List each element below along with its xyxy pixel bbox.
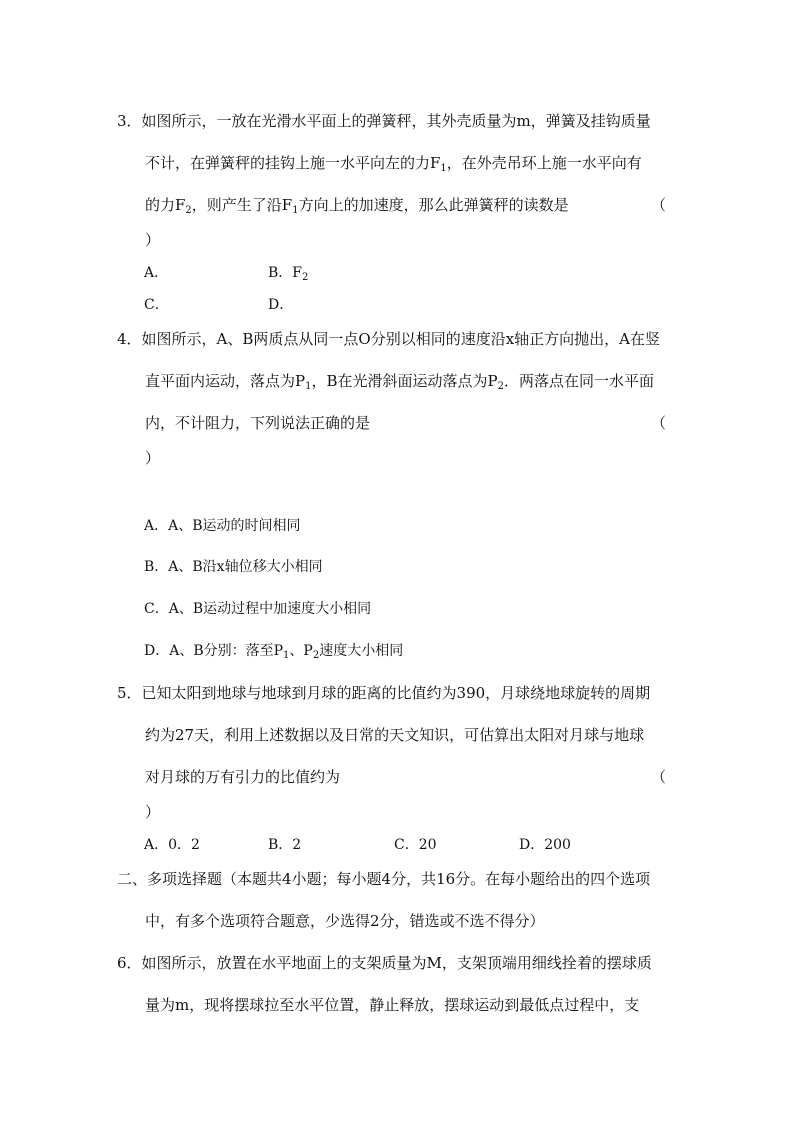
q3-option-c: C． — [144, 297, 169, 313]
q6-line-2: 量为m，现将摆球拉至水平位置，静止释放，摆球运动到最低点过程中，支 — [145, 996, 640, 1014]
q4-option-b: B．A、B沿x轴位移大小相同 — [144, 559, 323, 575]
section-2-heading-line-1: 二、多项选择题（本题共4小题；每小题4分，共16分。在每小题给出的四个选项 — [117, 870, 651, 888]
q3-line-1: 3．如图所示，一放在光滑水平面上的弹簧秤，其外壳质量为m，弹簧及挂钩质量 — [117, 112, 651, 130]
q4-answer-paren-open: （ — [651, 414, 667, 432]
q4-line-2: 直平面内运动，落点为$P_1$，B在光滑斜面运动落点为$P_2$．两落点在同一水平面 — [145, 372, 654, 392]
q4-line-1: 4．如图所示，A、B两质点从同一点O分别以相同的速度沿x轴正方向抛出，A在竖 — [117, 330, 660, 348]
q5-option-b: B．2 — [268, 837, 302, 853]
q5-option-d: D．200 — [519, 837, 571, 853]
q5-line-3: 对月球的万有引力的比值约为 — [145, 768, 341, 786]
q5-line-1: 5．已知太阳到地球与地球到月球的距离的比值约为390，月球绕地球旋转的周期 — [117, 684, 651, 702]
q4-option-d: D．A、B分别：落至$P_1$、$P_2$速度大小相同 — [144, 643, 404, 661]
section-2-heading-line-2: 中，有多个选项符合题意，少选得2分，错选或不选不得分） — [145, 912, 545, 930]
q3-answer-paren-open: （ — [651, 196, 667, 214]
q3-line-2: 不计，在弹簧秤的挂钩上施一水平向左的力$F_1$，在外壳吊环上施一水平向有 — [145, 154, 642, 174]
q6-line-1: 6．如图所示，放置在水平地面上的支架质量为M，支架顶端用细线拴着的摆球质 — [117, 954, 652, 972]
q3-option-d: D． — [268, 297, 294, 313]
q3-option-b: B．$F_2$ — [268, 265, 309, 283]
q3-line-3: 的力$F_2$，则产生了沿$F_1$方向上的加速度，那么此弹簧秤的读数是 — [145, 196, 569, 216]
q5-option-a: A．0．2 — [144, 837, 200, 853]
q3-option-a: A． — [144, 265, 169, 281]
q4-option-a: A．A、B运动的时间相同 — [144, 518, 301, 534]
q5-answer-paren-open: （ — [651, 768, 667, 786]
q5-line-2: 约为27天，利用上述数据以及日常的天文知识，可估算出太阳对月球与地球 — [145, 726, 645, 744]
q3-answer-paren-close: ） — [145, 231, 161, 249]
q5-answer-paren-close: ） — [145, 803, 161, 821]
q4-answer-paren-close: ） — [145, 449, 161, 467]
q5-option-c: C．20 — [394, 837, 437, 853]
q4-line-3: 内，不计阻力，下列说法正确的是 — [145, 414, 371, 432]
q4-option-c: C．A、B运动过程中加速度大小相同 — [144, 601, 372, 617]
